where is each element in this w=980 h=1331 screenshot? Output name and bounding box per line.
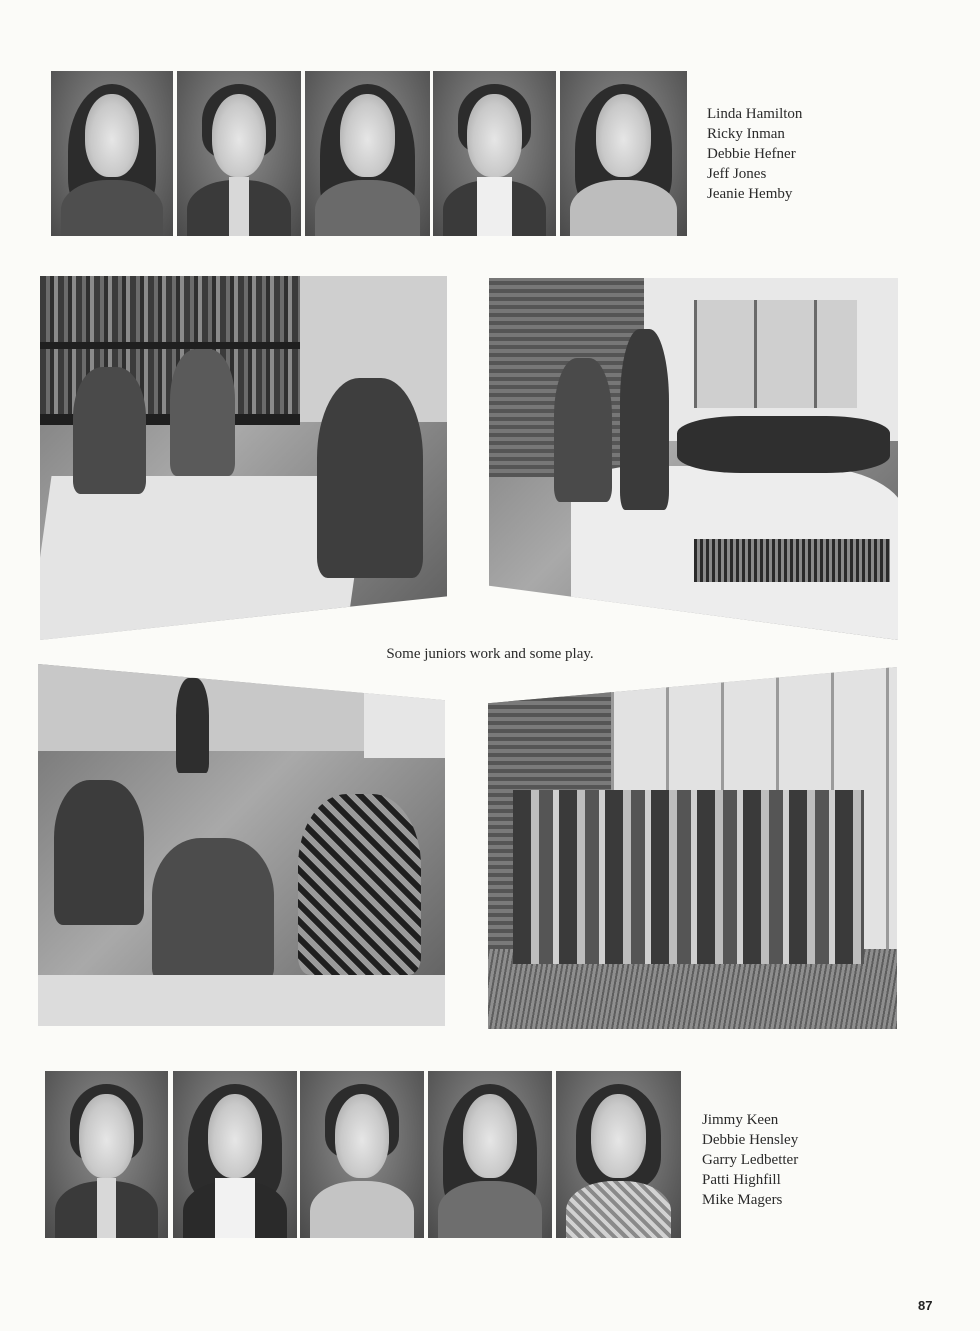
name-label: Debbie Hefner [707, 146, 796, 162]
bottom-name-list [702, 1110, 798, 1210]
name-label: Garry Ledbetter [702, 1152, 799, 1168]
photo-caption: Some juniors work and some play. [386, 646, 594, 662]
portrait-photo [556, 1071, 681, 1238]
portrait-photo [300, 1071, 424, 1238]
group-photo [488, 667, 897, 1029]
portrait-photo [428, 1071, 552, 1238]
name-label: Mike Magers [702, 1192, 783, 1208]
name-label: Jeff Jones [707, 166, 767, 182]
page-number: 87 [918, 1298, 933, 1313]
portrait-photo [45, 1071, 168, 1238]
classroom-photo [38, 664, 445, 1026]
portrait-photo [177, 71, 301, 236]
name-label: Jimmy Keen [702, 1112, 779, 1128]
portrait-photo [305, 71, 430, 236]
name-label: Linda Hamilton [707, 106, 803, 122]
name-label: Debbie Hensley [702, 1132, 799, 1148]
portrait-photo [173, 1071, 297, 1238]
portrait-photo [433, 71, 556, 236]
car-photo [489, 278, 898, 640]
portrait-photo [560, 71, 687, 236]
name-label: Ricky Inman [707, 126, 785, 142]
top-name-list [707, 104, 802, 204]
name-label: Jeanie Hemby [707, 186, 793, 202]
portrait-photo [51, 71, 173, 236]
library-photo [40, 276, 447, 640]
name-label: Patti Highfill [702, 1172, 781, 1188]
